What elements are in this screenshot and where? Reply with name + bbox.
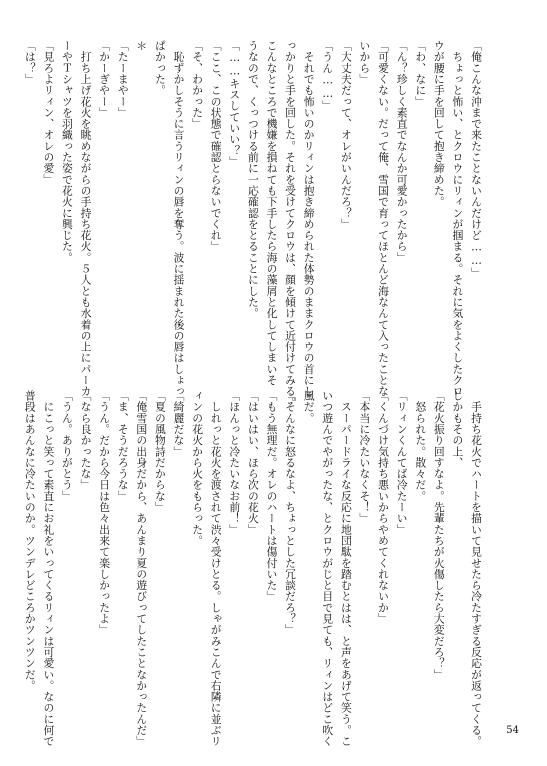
lower-line: 「ま、そうだろうな」	[116, 390, 130, 502]
upper-line: いから」	[358, 40, 372, 85]
lower-line: 「そんなに怒るなよ、ちょっとした冗談だろ？」	[284, 390, 298, 636]
lower-line: 「うん。だから今日は色々出来て楽しかったよ」	[98, 390, 112, 636]
upper-line: 「大丈夫だって、オレがいんだろ？」	[339, 40, 353, 230]
upper-line: 打ち上げ花火を眺めながらの手持ち花火。５人とも水着の上にパーカ	[79, 40, 93, 397]
upper-line: 「は？」	[23, 40, 37, 85]
upper-line: 「そ、わかった」	[191, 40, 205, 130]
lower-line: しかもその上、	[451, 390, 465, 469]
lower-line: 「くんづけ気持ち悪いからやめてくれないか」	[377, 390, 391, 625]
lower-line: 「はいはい、ほら次の花火」	[246, 390, 260, 535]
upper-line: 「たーまやー」	[116, 40, 130, 119]
upper-line: 「かーぎやー」	[98, 40, 112, 119]
lower-line: 「俺雪国の出身だから、あんまり夏の遊びってしたことなかったんだ」	[135, 390, 149, 747]
lower-line: 風だ。	[302, 390, 316, 424]
lower-text-block	[23, 390, 485, 747]
upper-line: 「可愛くない。だって俺、雪国で育ってほとんど海なんて入ったことな	[377, 40, 391, 397]
upper-line: それでも怖いのかリィンは抱き締められた体勢のままクロウの首にし	[302, 40, 316, 397]
upper-line: ＊	[135, 40, 149, 52]
upper-line: ウが腰に手を回して抱き締めた。	[432, 40, 446, 208]
upper-line: うなので、くっつける前に一応確認をとることにした。	[246, 40, 260, 319]
lower-line: 「リィンくんてば冷たーい」	[395, 390, 409, 535]
upper-line: ぱかった。	[153, 40, 167, 96]
lower-line: 「夏の風物詩だからな」	[153, 390, 167, 513]
lower-line: いつ遊んでやがったな、とクロウがじと目で見ても、リィンはどこ吹く	[321, 390, 335, 747]
upper-line: 「ここ、この状態で確認とらないでくれ」	[209, 40, 223, 252]
upper-line: 「わ、なに」	[414, 40, 428, 107]
lower-line: ィンの花火から火をもらった。	[191, 390, 205, 547]
page-number: 54	[506, 725, 519, 736]
upper-line: 「ん？珍しく素直でなんか可愛かったから」	[395, 40, 409, 263]
lower-line: スーパードライな反応に地団駄を踏むとはは、と声をあげて笑う。こ	[339, 390, 353, 747]
lower-line: 「うん。ありがとう」	[60, 390, 74, 502]
upper-line: ちょっと怖い、とクロウにリィンが掴まる。それに気をよくしたクロ	[451, 40, 465, 397]
lower-line: 「本当に冷たいなくそ！」	[358, 390, 372, 524]
upper-line: っかりと手を回した。それを受けてクロウは、顔を傾けて近付けてみる。	[284, 40, 298, 408]
lower-line: にこっと笑って素直にお礼をいってくるリィンは可愛い。なのに何で	[42, 390, 56, 747]
lower-line: 怒られた。散々だ。	[414, 390, 428, 502]
upper-line: 「俺こんな沖まで来たことないんだけど……」	[470, 40, 483, 279]
lower-line: しれっと花火を渡されて渋々受けとる。しゃがみこんで右隣に並ぶリ	[209, 390, 223, 747]
upper-line: 「……キスしていい？」	[228, 40, 242, 168]
upper-line: 「うん……」	[321, 40, 335, 112]
lower-line: 普段はあんなに冷たいのか。ツンデレどころかツンツンだ。	[23, 390, 37, 692]
upper-line: 「見ろよリィン、オレの愛」	[42, 40, 56, 185]
lower-line: 「花火振り回すなよ。先輩たちが火傷したら大変だろ？」	[432, 390, 446, 680]
lower-line: 手持ち花火でハートを描いて見せたら冷たすぎる反応が返ってくる。	[470, 390, 483, 747]
upper-line: ーやＴシャツを羽織った姿で花火に興じた。	[60, 40, 74, 263]
lower-line: 「なら良かったな」	[79, 390, 93, 491]
lower-line: 「綺麗だな」	[172, 390, 186, 457]
lower-line: 「もう無理だ。オレのハートは傷付いた」	[265, 390, 279, 602]
upper-line: 恥ずかしそうに言うリィンの唇を奪う。波に揺まれた後の唇はしょっ	[172, 40, 186, 397]
lower-line: 「ほんっと冷たいなお前！」	[228, 390, 242, 535]
upper-line: こんなところで機嫌を損ねても下手したら海の藻屑と化してしまいそ	[265, 40, 279, 386]
